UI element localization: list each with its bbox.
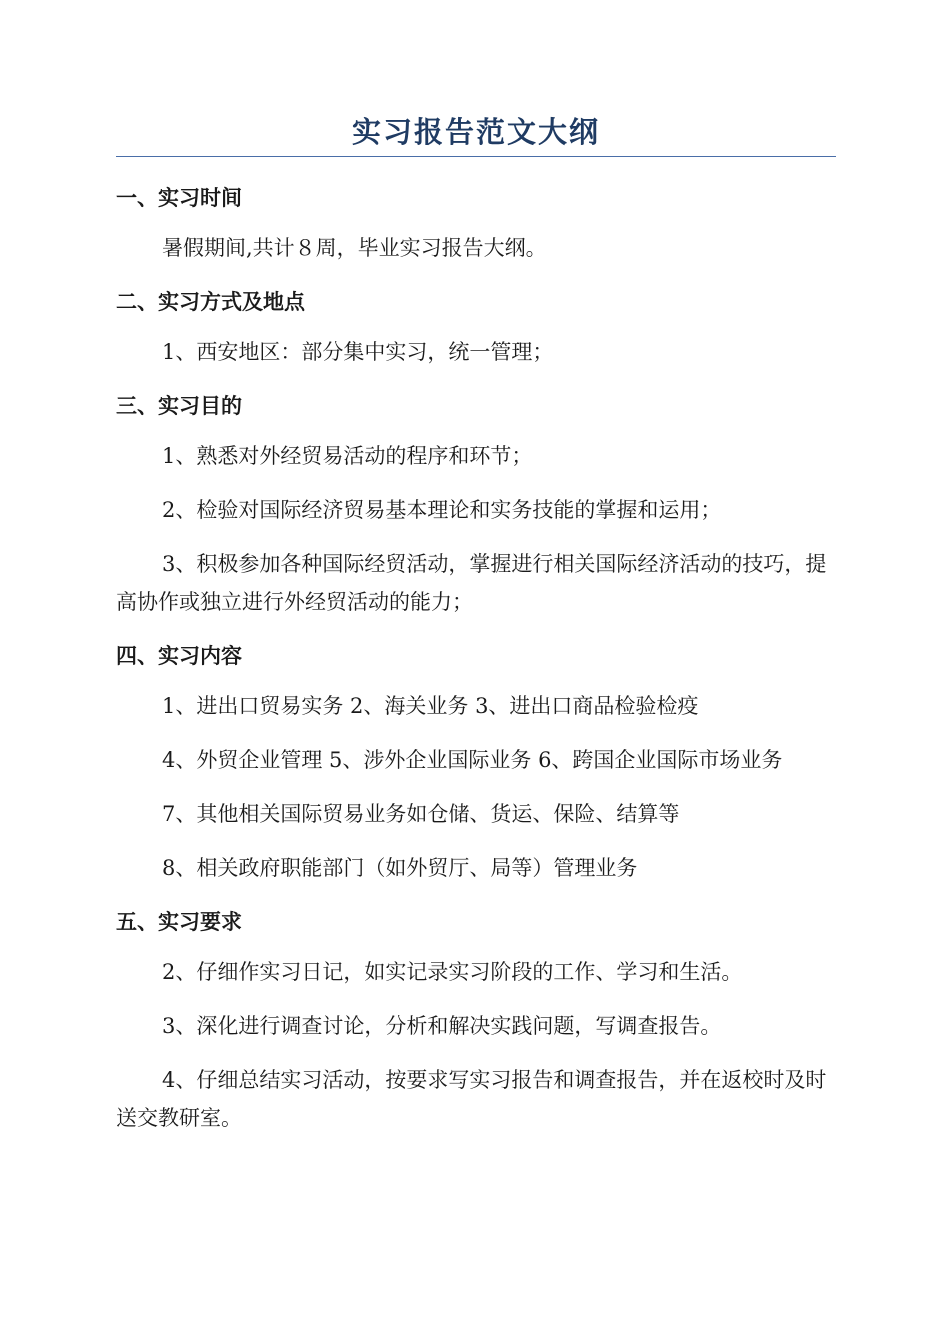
paragraph: 8、相关政府职能部门（如外贸厅、局等）管理业务 — [162, 856, 638, 880]
section-heading: 四、实习内容 — [116, 644, 242, 668]
section-heading: 一、实习时间 — [116, 186, 242, 210]
paragraph: 4、仔细总结实习活动，按要求写实习报告和调查报告，并在返校时及时送交教研室。 — [116, 1068, 827, 1130]
document-page — [116, 110, 836, 1137]
section-heading: 三、实习目的 — [116, 394, 242, 418]
paragraph: 3、积极参加各种国际经贸活动，掌握进行相关国际经济活动的技巧，提高协作或独立进行外经贸活动的能力； — [116, 552, 827, 614]
paragraph: 4、外贸企业管理 5、涉外企业国际业务 6、跨国企业国际市场业务 — [162, 748, 783, 772]
section-internship-method — [116, 287, 836, 371]
section-internship-content — [116, 641, 836, 887]
section-heading: 二、实习方式及地点 — [116, 290, 305, 314]
paragraph: 2、仔细作实习日记，如实记录实习阶段的工作、学习和生活。 — [162, 960, 743, 984]
paragraph: 7、其他相关国际贸易业务如仓储、货运、保险、结算等 — [162, 802, 680, 826]
paragraph: 3、深化进行调查讨论，分析和解决实践问题，写调查报告。 — [162, 1014, 722, 1038]
paragraph: 1、熟悉对外经贸易活动的程序和环节； — [162, 444, 533, 468]
section-internship-purpose — [116, 391, 836, 621]
paragraph: 暑假期间,共计８周，毕业实习报告大纲。 — [162, 236, 547, 260]
section-heading: 五、实习要求 — [116, 910, 242, 934]
section-internship-requirements — [116, 907, 836, 1137]
section-internship-time — [116, 183, 836, 267]
paragraph: 2、检验对国际经济贸易基本理论和实务技能的掌握和运用； — [162, 498, 722, 522]
paragraph: 1、进出口贸易实务 2、海关业务 3、进出口商品检验检疫 — [162, 694, 699, 718]
paragraph: 1、西安地区：部分集中实习，统一管理； — [162, 340, 554, 364]
document-title: 实习报告范文大纲 — [116, 110, 836, 157]
